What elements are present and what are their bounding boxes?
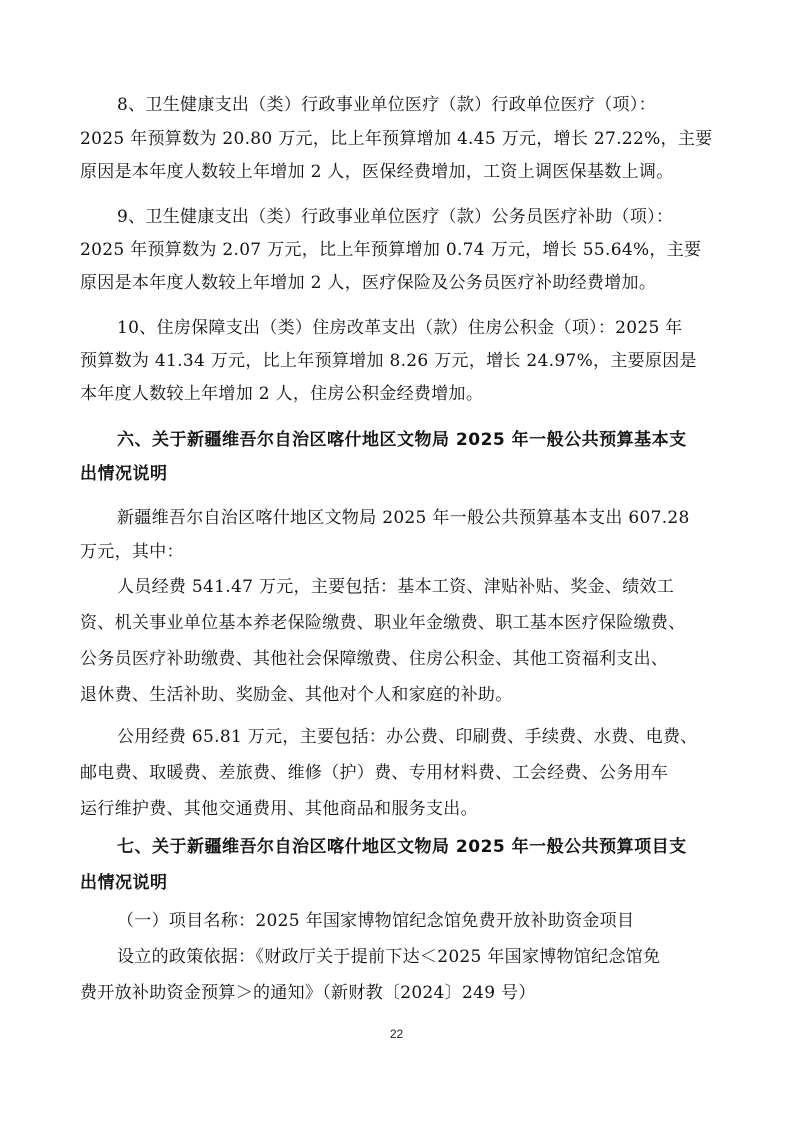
section-7-heading-line-2: 出情况说明 bbox=[80, 873, 168, 893]
section-6-heading-line-2: 出情况说明 bbox=[80, 464, 168, 484]
item-8-line-1: 8、卫生健康支出（类）行政事业单位医疗（款）行政单位医疗（项）： bbox=[117, 95, 656, 115]
personnel-expense-line-4: 退休费、生活补助、奖励金、其他对个人和家庭的补助。 bbox=[80, 685, 513, 705]
item-10-line-3: 本年度人数较上年增加 2 人，住房公积金经费增加。 bbox=[80, 384, 484, 404]
item-10-line-1: 10、住房保障支出（类）住房改革支出（款）住房公积金（项）：2025 年 bbox=[117, 318, 683, 338]
project-name: （一）项目名称：2025 年国家博物馆纪念馆免费开放补助资金项目 bbox=[117, 911, 635, 931]
public-expense-line-3: 运行维护费、其他交通费用、其他商品和服务支出。 bbox=[80, 799, 478, 819]
page-number: 22 bbox=[389, 1027, 404, 1041]
public-expense-line-2: 邮电费、取暖费、差旅费、维修（护）费、专用材料费、工会经费、公务用车 bbox=[80, 763, 669, 783]
personnel-expense-line-2: 资、机关事业单位基本养老保险缴费、职业年金缴费、职工基本医疗保险缴费、 bbox=[80, 613, 686, 633]
item-8-line-3: 原因是本年度人数较上年增加 2 人，医保经费增加，工资上调医保基数上调。 bbox=[80, 162, 674, 182]
item-8-line-2: 2025 年预算数为 20.80 万元，比上年预算增加 4.45 万元，增长 27.22%，主要 bbox=[80, 129, 713, 149]
public-expense-line-1: 公用经费 65.81 万元，主要包括：办公费、印刷费、手续费、水费、电费、 bbox=[117, 727, 698, 747]
item-9-line-2: 2025 年预算数为 2.07 万元，比上年预算增加 0.74 万元，增长 55.64%，主要 bbox=[80, 240, 702, 260]
policy-basis-line-1: 设立的政策依据：《财政厅关于提前下达＜2025 年国家博物馆纪念馆免 bbox=[117, 947, 661, 967]
section-6-heading-line-1: 六、关于新疆维吾尔自治区喀什地区文物局 2025 年一般公共预算基本支 bbox=[117, 430, 687, 450]
personnel-expense-line-1: 人员经费 541.47 万元，主要包括：基本工资、津贴补贴、奖金、绩效工 bbox=[117, 577, 675, 597]
section-7-heading-line-1: 七、关于新疆维吾尔自治区喀什地区文物局 2025 年一般公共预算项目支 bbox=[117, 837, 687, 857]
policy-basis-line-2: 费开放补助资金预算＞的通知》（新财教〔2024〕249 号） bbox=[80, 983, 536, 1003]
basic-expense-total-line-1: 新疆维吾尔自治区喀什地区文物局 2025 年一般公共预算基本支出 607.28 bbox=[117, 508, 690, 528]
personnel-expense-line-3: 公务员医疗补助缴费、其他社会保障缴费、住房公积金、其他工资福利支出、 bbox=[80, 649, 669, 669]
basic-expense-total-line-2: 万元，其中： bbox=[80, 542, 184, 562]
item-9-line-3: 原因是本年度人数较上年增加 2 人，医疗保险及公务员医疗补助经费增加。 bbox=[80, 273, 657, 293]
item-10-line-2: 预算数为 41.34 万元，比上年预算增加 8.26 万元，增长 24.97%，主要原因是 bbox=[80, 351, 697, 371]
item-9-line-1: 9、卫生健康支出（类）行政事业单位医疗（款）公务员医疗补助（项）： bbox=[117, 207, 674, 227]
